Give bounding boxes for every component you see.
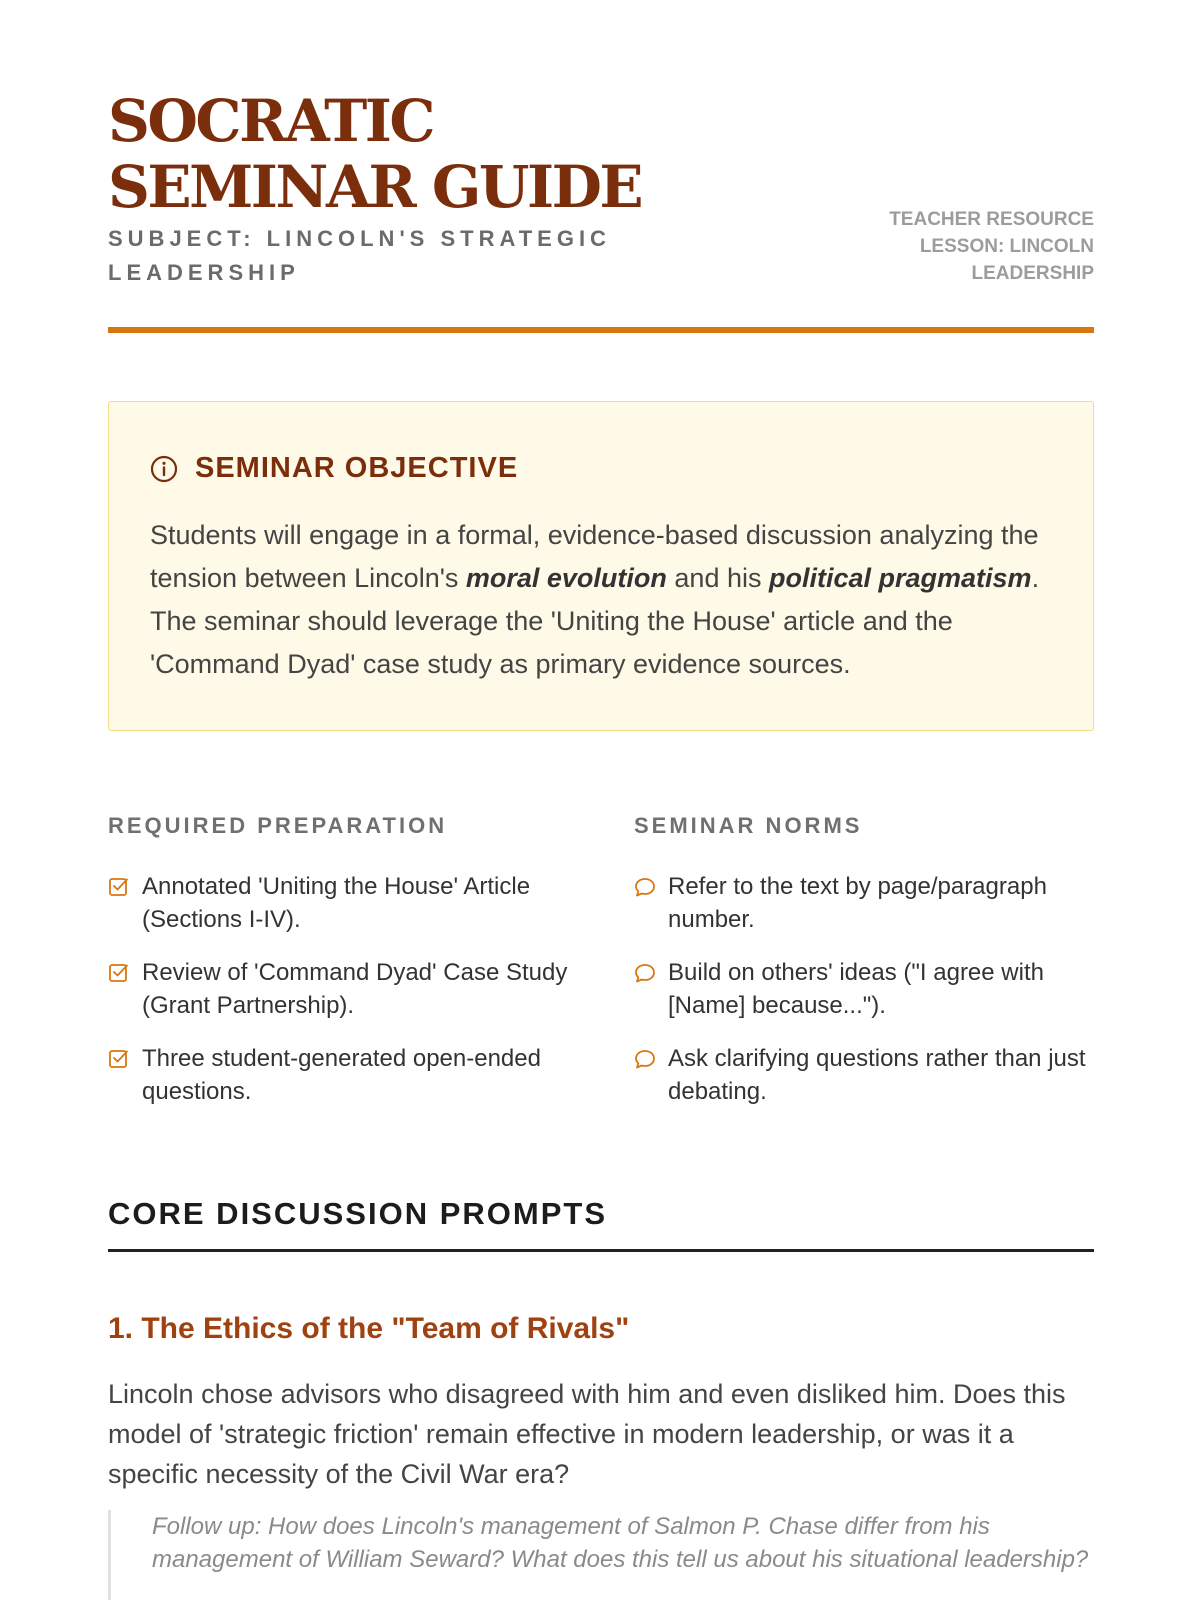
norms-title: SEMINAR NORMS <box>634 813 863 838</box>
objective-emphasis: moral evolution <box>465 563 667 593</box>
header <box>108 0 1094 336</box>
list-item <box>108 870 568 936</box>
prompt-followup: Follow up: How does Lincoln's management of Salmon P. Chase differ from his management of William Seward? What does this tell us about his situational leadership? <box>108 1510 1092 1600</box>
objective-text-part: . The seminar should leverage the 'Uniting the House' article and the 'Command Dyad' case study as primary evidence sources. <box>150 563 1040 679</box>
list-item <box>634 956 1094 1022</box>
norms-list <box>634 870 1094 1108</box>
speech-bubble-icon <box>634 1046 656 1068</box>
resource-label: TEACHER RESOURCE <box>889 209 1094 230</box>
core-prompts-title: CORE DISCUSSION PROMPTS <box>108 1196 607 1231</box>
preparation-list <box>108 870 568 1108</box>
norm-item-text: Refer to the text by page/paragraph number. <box>668 873 1047 933</box>
speech-bubble-icon <box>634 960 656 982</box>
info-icon <box>150 455 178 483</box>
objective-emphasis: political pragmatism <box>768 563 1032 593</box>
objective-text-part: Students will engage in a formal, evidence-based discussion analyzing the tension between Lincoln's <box>150 520 1039 593</box>
objective-text <box>150 514 1050 686</box>
list-item <box>634 870 1094 936</box>
preparation-title: REQUIRED PREPARATION <box>108 813 448 838</box>
checkbox-icon <box>108 874 130 896</box>
norm-item-text: Build on others' ideas ("I agree with [Name] because..."). <box>668 959 1044 1019</box>
list-item <box>108 1042 568 1108</box>
list-item <box>108 956 568 1022</box>
page <box>108 0 1094 1573</box>
checkbox-icon <box>108 960 130 982</box>
list-item <box>634 1042 1094 1108</box>
objective-title: SEMINAR OBJECTIVE <box>195 452 519 484</box>
lesson-label: LESSON: LINCOLN LEADERSHIP <box>919 236 1094 284</box>
resource-meta <box>854 206 1094 287</box>
norms-section <box>634 812 1094 1128</box>
page-title: SOCRATIC SEMINAR GUIDE <box>108 87 642 221</box>
checkbox-icon <box>108 1046 130 1068</box>
core-divider <box>108 1249 1094 1252</box>
header-divider <box>108 327 1094 333</box>
prompt-text: Lincoln chose advisors who disagreed with him and even disliked him. Does this model of 'strategic friction' remain effective in modern leadership, or was it a specific necessity of the Civil War era? <box>108 1379 1066 1489</box>
objective-header <box>150 452 518 485</box>
prompt-title: 1. The Ethics of the "Team of Rivals" <box>108 1312 630 1345</box>
preparation-section <box>108 812 568 1128</box>
objective-text-part: and his <box>666 563 769 593</box>
speech-bubble-icon <box>634 874 656 896</box>
preparation-item-text: Annotated 'Uniting the House' Article (Sections I-IV). <box>142 873 531 933</box>
preparation-item-text: Review of 'Command Dyad' Case Study (Grant Partnership). <box>142 959 568 1019</box>
preparation-item-text: Three student-generated open-ended questions. <box>142 1045 541 1105</box>
norm-item-text: Ask clarifying questions rather than just debating. <box>668 1045 1086 1105</box>
objective-box <box>108 401 1094 731</box>
subject-subtitle: SUBJECT: LINCOLN'S STRATEGIC LEADERSHIP <box>108 226 611 285</box>
